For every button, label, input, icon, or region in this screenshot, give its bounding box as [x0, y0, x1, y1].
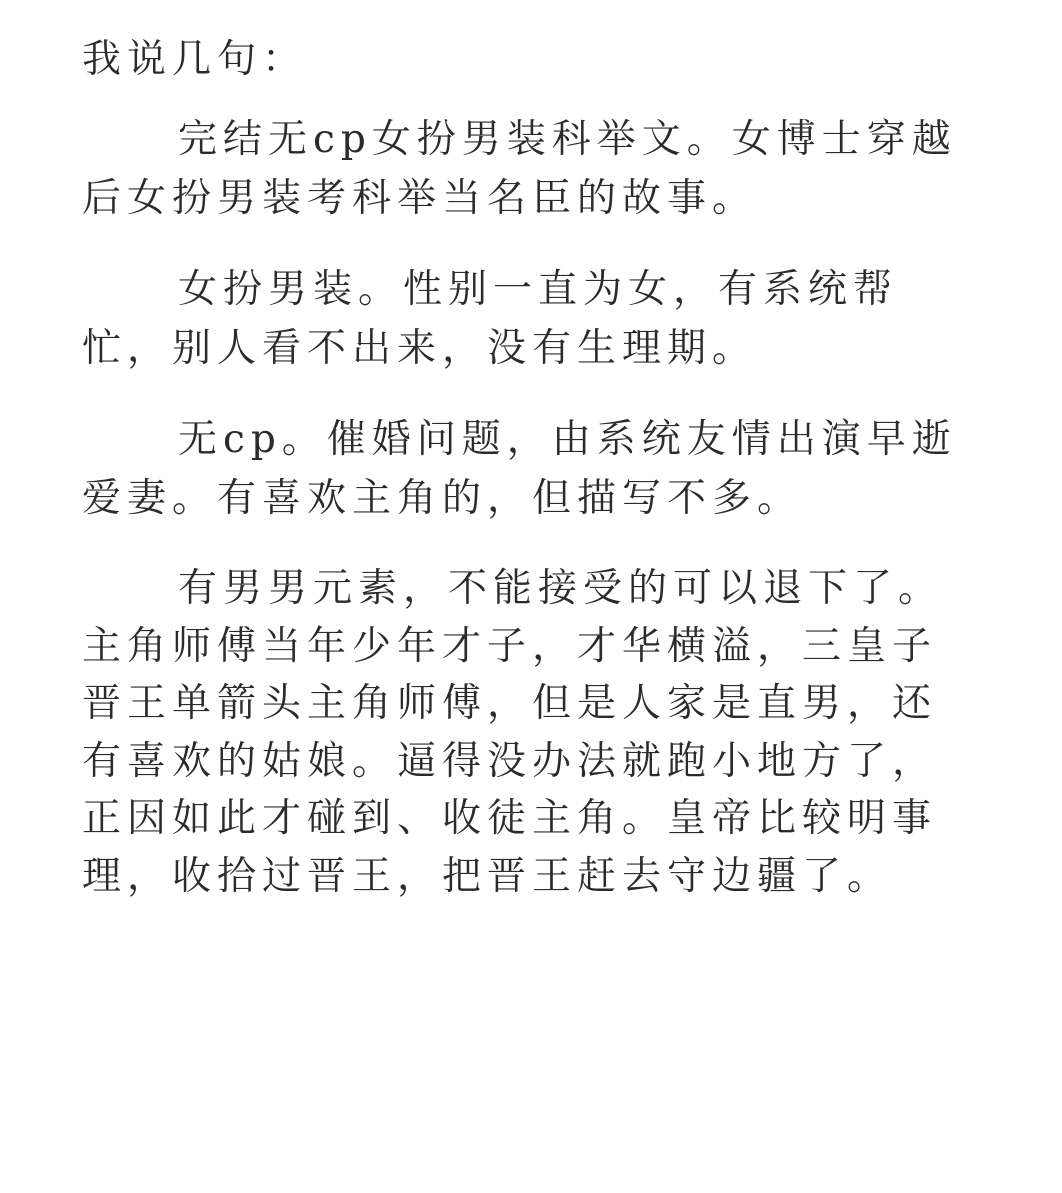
paragraph-line: 正因如此才碰到、收徒主角。皇帝比较明事: [82, 796, 938, 841]
paragraph-line: 无cp。催婚问题，由系统友情出演早逝: [178, 417, 957, 462]
paragraph-line: 主角师傅当年少年才子，才华横溢，三皇子: [82, 623, 938, 669]
paragraph-4: [82, 560, 992, 905]
article-body: [82, 30, 992, 905]
paragraph-line: 有男男元素，不能接受的可以退下了。: [178, 566, 944, 611]
paragraph-line: 女扮男装。性别一直为女，有系统帮: [178, 267, 899, 312]
paragraph-2: [82, 260, 992, 378]
paragraph-line: 后女扮男装考科举当名臣的故事。: [82, 176, 758, 221]
paragraph-line: 有喜欢的姑娘。逼得没办法就跑小地方了，: [82, 738, 938, 784]
paragraph-3: [82, 410, 992, 528]
article-heading: 我说几句：: [82, 37, 308, 82]
paragraph-line: 完结无cp女扮男装科举文。女博士穿越: [178, 117, 957, 162]
paragraph-line: 爱妻。有喜欢主角的，但描写不多。: [82, 476, 803, 521]
paragraph-1: [82, 110, 992, 228]
paragraph-line: 忙，别人看不出来，没有生理期。: [82, 326, 758, 371]
paragraph-line: 理，收拾过晋王，把晋王赶去守边疆了。: [82, 853, 893, 899]
paragraph-line: 晋王单箭头主角师傅，但是人家是直男，还: [82, 681, 938, 726]
